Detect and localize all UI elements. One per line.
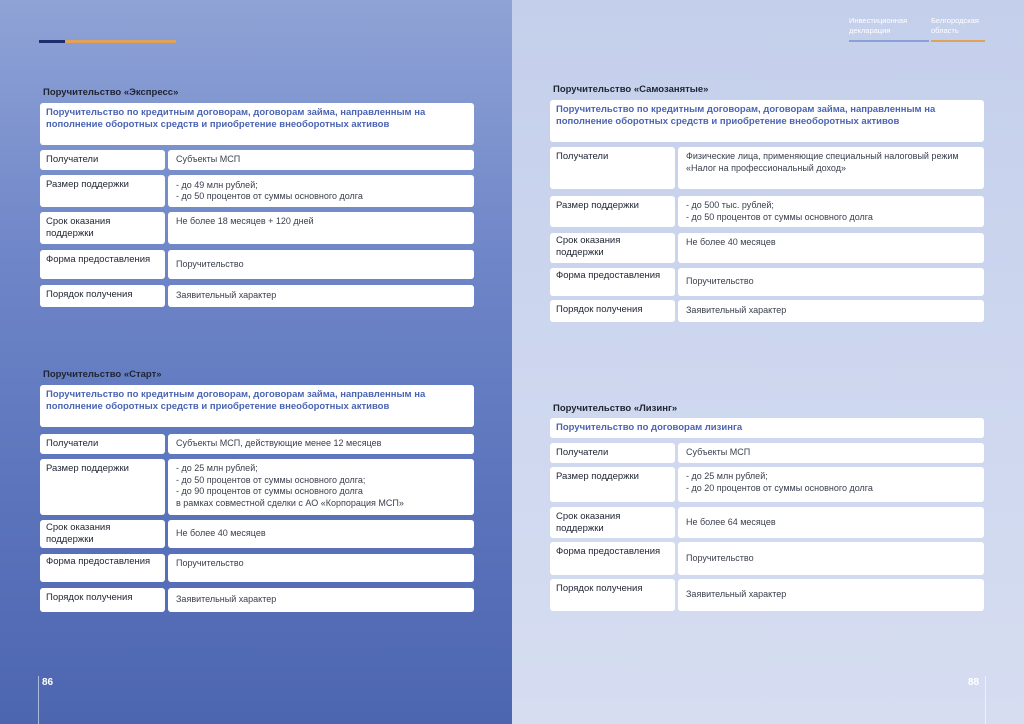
leasing-value-amount: - до 25 млн рублей; - до 20 процентов от суммы основного долга: [678, 467, 984, 502]
self-employed-label-term: Срок оказания поддержки: [550, 233, 675, 263]
self-employed-heading: Поручительство по кредитным договорам, договорам займа, направленным на пополнение оборотных средств и приобретение внеоборотных активов: [550, 100, 984, 142]
self-employed-label-recipients: Получатели: [550, 147, 675, 189]
leasing-heading: Поручительство по договорам лизинга: [550, 418, 984, 438]
self-employed-value-procedure: Заявительный характер: [678, 300, 984, 322]
leasing-label-amount: Размер поддержки: [550, 467, 675, 502]
self-employed-value-recipients: Физические лица, применяющие специальный налоговый режим «Налог на профессиональный доход»: [678, 147, 984, 189]
header-declaration: Инвестиционная декларация: [849, 16, 908, 35]
header-line-orange: [931, 40, 985, 42]
express-label-amount: Размер поддержки: [40, 175, 165, 207]
start-title: Поручительство «Старт»: [43, 369, 162, 380]
leasing-label-recipients: Получатели: [550, 443, 675, 463]
page-number-left: 86: [42, 677, 54, 688]
express-label-recipients: Получатели: [40, 150, 165, 170]
start-value-amount: - до 25 млн рублей; - до 50 процентов от суммы основного долга; - до 90 процентов от суммы основного долга в рамках совместной сделки с АО «Корпорация МСП»: [168, 459, 474, 515]
start-label-procedure: Порядок получения: [40, 588, 165, 612]
left-vertical-rule: [38, 676, 39, 724]
start-label-form: Форма предоставления: [40, 554, 165, 582]
header-region: Белгородская область: [931, 16, 979, 35]
self-employed-value-amount: - до 500 тыс. рублей; - до 50 процентов от суммы основного долга: [678, 196, 984, 227]
header-line-blue: [849, 40, 929, 42]
right-vertical-rule: [985, 676, 986, 724]
page-number-right: 88: [968, 677, 980, 688]
self-employed-title: Поручительство «Самозанятые»: [553, 84, 709, 95]
express-label-form: Форма предоставления: [40, 250, 165, 279]
self-employed-label-amount: Размер поддержки: [550, 196, 675, 227]
express-label-term: Срок оказания поддержки: [40, 212, 165, 244]
start-value-procedure: Заявительный характер: [168, 588, 474, 612]
leasing-label-form: Форма предоставления: [550, 542, 675, 575]
start-label-amount: Размер поддержки: [40, 459, 165, 515]
deco-line-navy: [39, 40, 65, 43]
self-employed-label-procedure: Порядок получения: [550, 300, 675, 322]
self-employed-label-form: Форма предоставления: [550, 268, 675, 296]
express-value-form: Поручительство: [168, 250, 474, 279]
leasing-label-procedure: Порядок получения: [550, 579, 675, 611]
self-employed-value-form: Поручительство: [678, 268, 984, 296]
self-employed-value-term: Не более 40 месяцев: [678, 233, 984, 263]
start-label-recipients: Получатели: [40, 434, 165, 454]
express-value-recipients: Субъекты МСП: [168, 150, 474, 170]
start-heading: Поручительство по кредитным договорам, договорам займа, направленным на пополнение оборотных средств и приобретение внеоборотных активов: [40, 385, 474, 427]
start-value-recipients: Субъекты МСП, действующие менее 12 месяцев: [168, 434, 474, 454]
start-value-form: Поручительство: [168, 554, 474, 582]
express-heading: Поручительство по кредитным договорам, договорам займа, направленным на пополнение оборотных средств и приобретение внеоборотных активов: [40, 103, 474, 145]
express-title: Поручительство «Экспресс»: [43, 87, 179, 98]
express-value-procedure: Заявительный характер: [168, 285, 474, 307]
leasing-label-term: Срок оказания поддержки: [550, 507, 675, 538]
express-value-amount: - до 49 млн рублей; - до 50 процентов от суммы основного долга: [168, 175, 474, 207]
express-label-procedure: Порядок получения: [40, 285, 165, 307]
deco-line-orange: [65, 40, 176, 43]
leasing-value-procedure: Заявительный характер: [678, 579, 984, 611]
leasing-title: Поручительство «Лизинг»: [553, 403, 678, 414]
leasing-value-recipients: Субъекты МСП: [678, 443, 984, 463]
start-label-term: Срок оказания поддержки: [40, 520, 165, 548]
leasing-value-form: Поручительство: [678, 542, 984, 575]
start-value-term: Не более 40 месяцев: [168, 520, 474, 548]
express-value-term: Не более 18 месяцев + 120 дней: [168, 212, 474, 244]
leasing-value-term: Не более 64 месяцев: [678, 507, 984, 538]
